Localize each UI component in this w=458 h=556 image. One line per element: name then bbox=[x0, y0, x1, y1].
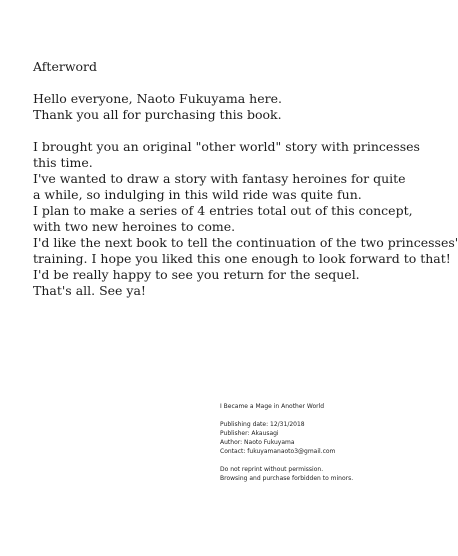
body-line: training. I hope you liked this one enough to look forward to that! bbox=[33, 251, 451, 266]
body-line: a while, so indulging in this wild ride was quite fun. bbox=[33, 187, 362, 202]
afterword-section bbox=[33, 59, 458, 299]
body-line: I plan to make a series of 4 entries total out of this concept, bbox=[33, 203, 413, 218]
colophon-author: Author: Naoto Fukuyama bbox=[220, 439, 295, 446]
greeting-line: Thank you all for purchasing this book. bbox=[33, 107, 282, 122]
body-line: I'd be really happy to see you return for the sequel. bbox=[33, 267, 360, 282]
body-line: I've wanted to draw a story with fantasy heroines for quite bbox=[33, 171, 406, 186]
body-line: this time. bbox=[33, 155, 93, 170]
colophon-publisher: Publisher: Akausagi bbox=[220, 430, 279, 437]
body-line: I'd like the next book to tell the continuation of the two princesses' bbox=[33, 235, 458, 250]
body-line: That's all. See ya! bbox=[33, 283, 146, 298]
afterword-title: Afterword bbox=[33, 59, 98, 74]
colophon-gap bbox=[220, 456, 395, 465]
paragraph-gap bbox=[33, 123, 393, 139]
body-line: with two new heroines to come. bbox=[33, 219, 236, 234]
colophon-book-title: I Became a Mage in Another World bbox=[220, 403, 325, 410]
colophon-notice: Browsing and purchase forbidden to minors. bbox=[220, 475, 354, 482]
colophon-contact: Contact: fukuyamanaoto3@gmail.com bbox=[220, 448, 336, 455]
colophon-gap bbox=[220, 411, 395, 420]
body-line: I brought you an original "other world" story with princesses bbox=[33, 139, 420, 154]
colophon-notice: Do not reprint without permission. bbox=[220, 466, 324, 473]
colophon-publishing-date: Publishing date: 12/31/2018 bbox=[220, 421, 305, 428]
greeting-line: Hello everyone, Naoto Fukuyama here. bbox=[33, 91, 282, 106]
colophon bbox=[220, 402, 395, 483]
